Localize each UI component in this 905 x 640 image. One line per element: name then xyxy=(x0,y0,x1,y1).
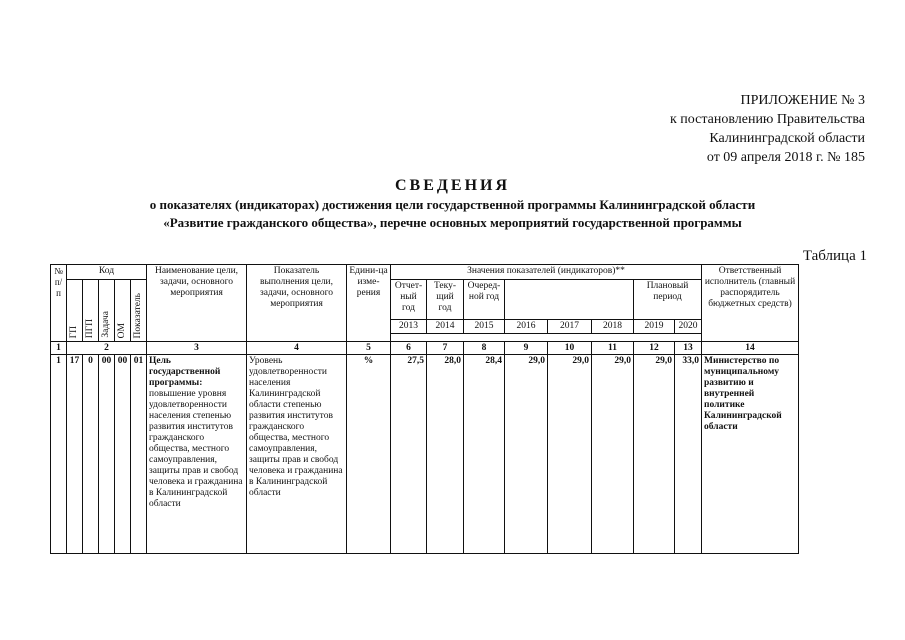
document-subtitle-2: «Развитие гражданского общества», перечне основных мероприятий государственной программы xyxy=(163,215,742,230)
header-values: Значения показателей (индикаторов)** xyxy=(391,265,702,280)
header-name: Наименование цели, задачи, основного мероприятия xyxy=(147,265,247,342)
row-value-2016: 29,0 xyxy=(505,355,548,554)
document-title: СВЕДЕНИЯ xyxy=(394,177,511,194)
document-subtitle-1: о показателях (индикаторах) достижения цели государственной программы Калининградской области xyxy=(149,197,756,212)
row-task: 00 xyxy=(99,355,115,554)
row-value-2015: 28,4 xyxy=(464,355,505,554)
col-number-3: 3 xyxy=(147,342,247,355)
header-next-year: Очеред-ной год xyxy=(464,280,505,320)
row-responsible: Министерство по муниципальному развитию и внутренней политике Калининградской области xyxy=(702,355,799,554)
col-number-13: 13 xyxy=(675,342,702,355)
row-ind: 01 xyxy=(131,355,147,554)
header-code-gp: ГП xyxy=(67,280,83,342)
year-2016: 2016 xyxy=(505,320,548,334)
col-number-4: 4 xyxy=(247,342,347,355)
year-2015: 2015 xyxy=(464,320,505,334)
row-om: 00 xyxy=(115,355,131,554)
approval-line-1: ПРИЛОЖЕНИЕ № 3 xyxy=(740,93,865,108)
col-number-1: 1 xyxy=(51,342,67,355)
document-heading xyxy=(0,176,905,232)
header-code-indicator: Показатель xyxy=(131,280,147,342)
col-number-6: 6 xyxy=(391,342,427,355)
header-unit: Едини-ца изме-рения xyxy=(347,265,391,342)
row-value-2020: 33,0 xyxy=(675,355,702,554)
indicators-table xyxy=(50,264,799,554)
row-num: 1 xyxy=(51,355,67,554)
year-2017: 2017 xyxy=(548,320,592,334)
header-code-task: Задача xyxy=(99,280,115,342)
header-blank xyxy=(505,280,634,320)
year-2019: 2019 xyxy=(634,320,675,334)
header-responsible: Ответственный исполнитель (главный распорядитель бюджетных средств) xyxy=(702,265,799,342)
approval-line-4: от 09 апреля 2018 г. № 185 xyxy=(706,150,865,165)
row-pgp: 0 xyxy=(83,355,99,554)
row-indicator: Уровень удовлетворенности населения Калининградской области степенью развития институтов гражданского общества, местного самоуправления, защиты прав и свобод человека и гражданина в Калининградской области xyxy=(247,355,347,554)
approval-line-3: Калининградской области xyxy=(709,131,865,146)
row-value-2017: 29,0 xyxy=(548,355,592,554)
row-name xyxy=(147,355,247,554)
col-number-14: 14 xyxy=(702,342,799,355)
row-value-2014: 28,0 xyxy=(427,355,464,554)
header-plan-period: Плановый период xyxy=(634,280,702,320)
year-2014: 2014 xyxy=(427,320,464,334)
header-code-pgp: ПГП xyxy=(83,280,99,342)
row-name-rest: повышение уровня удовлетворенности населения степенью развития институтов гражданского общества, местного самоуправления, защиты прав и свобод человека и гражданина в Калининградской области xyxy=(149,389,243,509)
table-row xyxy=(51,355,799,554)
header-code: Код xyxy=(67,265,147,280)
col-number-2: 2 xyxy=(67,342,147,355)
row-value-2013: 27,5 xyxy=(391,355,427,554)
year-2020: 2020 xyxy=(675,320,702,334)
table-label: Таблица 1 xyxy=(802,248,867,264)
col-number-11: 11 xyxy=(592,342,634,355)
row-value-2018: 29,0 xyxy=(592,355,634,554)
col-number-9: 9 xyxy=(505,342,548,355)
header-indicator: Показатель выполнения цели, задачи, основного мероприятия xyxy=(247,265,347,342)
col-number-12: 12 xyxy=(634,342,675,355)
approval-line-2: к постановлению Правительства xyxy=(669,112,865,127)
row-gp: 17 xyxy=(67,355,83,554)
col-number-7: 7 xyxy=(427,342,464,355)
year-2013: 2013 xyxy=(391,320,427,334)
approval-block xyxy=(670,91,865,167)
row-value-2019: 29,0 xyxy=(634,355,675,554)
col-number-5: 5 xyxy=(347,342,391,355)
header-num: № п/п xyxy=(51,265,67,342)
row-name-bold: Цель государственной программы: xyxy=(149,356,221,388)
row-unit: % xyxy=(347,355,391,554)
col-number-10: 10 xyxy=(548,342,592,355)
year-2018: 2018 xyxy=(592,320,634,334)
header-report-year: Отчет-ный год xyxy=(391,280,427,320)
header-code-om: ОМ xyxy=(115,280,131,342)
header-spacer xyxy=(391,334,702,342)
header-current-year: Теку-щий год xyxy=(427,280,464,320)
col-number-8: 8 xyxy=(464,342,505,355)
